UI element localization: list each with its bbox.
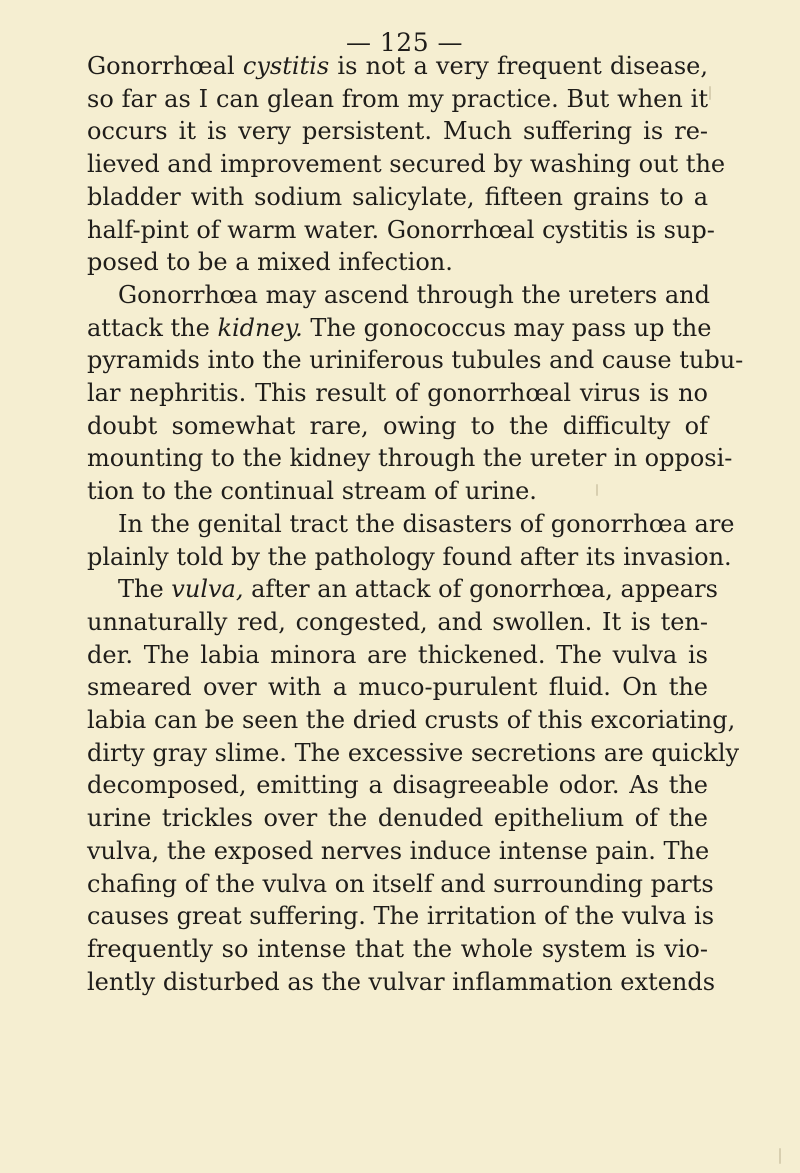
text-line bbox=[87, 246, 708, 279]
text-line bbox=[87, 181, 708, 214]
text-run: is not a very frequent disease, bbox=[329, 52, 708, 80]
text-line bbox=[87, 606, 708, 639]
text-run: unnaturally red, congested, and swollen. It is ten- bbox=[87, 607, 708, 636]
text-run: causes great suffering. The irritation of the vulva is bbox=[87, 902, 715, 931]
text-line bbox=[87, 344, 744, 377]
text-line bbox=[87, 671, 708, 704]
text-line bbox=[87, 410, 708, 443]
paragraph bbox=[87, 50, 726, 279]
paragraph bbox=[87, 279, 744, 508]
text-line bbox=[87, 868, 714, 901]
text-line bbox=[87, 704, 736, 737]
text-run: occurs it is very persistent. Much suffering is re- bbox=[87, 117, 708, 146]
paragraph bbox=[87, 573, 740, 998]
page-number: — 125 — bbox=[345, 28, 464, 57]
text-run: after an attack of gonorrhœa, appears bbox=[243, 575, 718, 604]
paper-mark bbox=[596, 484, 598, 496]
text-run: posed to be a mixed infection. bbox=[87, 248, 453, 277]
text-line bbox=[87, 279, 708, 312]
text-run: lar nephritis. This result of gonorrhœal virus is no bbox=[87, 379, 708, 408]
text-run: The bbox=[118, 575, 172, 604]
text-run: vulva, the exposed nerves induce intense pain. The bbox=[87, 836, 710, 865]
paragraph bbox=[87, 508, 735, 573]
text-line bbox=[87, 115, 708, 148]
text-run: Gonorrhœa may ascend through the ureters and bbox=[118, 280, 710, 309]
text-line bbox=[87, 148, 726, 181]
text-run: lently disturbed as the vulvar inflammation extends bbox=[87, 967, 716, 996]
text-line bbox=[87, 966, 716, 999]
text-line bbox=[87, 83, 708, 116]
text-run: half-pint of warm water. Gonorrhœal cystitis is sup- bbox=[87, 215, 715, 244]
text-line bbox=[87, 508, 735, 541]
body-text bbox=[87, 50, 744, 998]
text-line bbox=[87, 442, 733, 475]
text-run: urine trickles over the denuded epithelium of the bbox=[87, 804, 708, 833]
text-line bbox=[87, 639, 708, 672]
paper-mark bbox=[779, 1148, 781, 1164]
text-run: tion to the continual stream of urine. bbox=[87, 477, 537, 506]
text-run: Gonorrhœal bbox=[87, 52, 243, 80]
paper-mark bbox=[709, 86, 711, 100]
italic-term: kidney. bbox=[217, 313, 303, 342]
text-run: so far as I can glean from my practice. But when it bbox=[87, 84, 708, 113]
italic-term: cystitis bbox=[242, 52, 330, 80]
text-run: mounting to the kidney through the ureter in opposi- bbox=[87, 444, 733, 473]
text-line bbox=[87, 541, 732, 574]
text-run: plainly told by the pathology found after its invasion. bbox=[87, 542, 732, 571]
text-line bbox=[87, 900, 715, 933]
text-line bbox=[87, 377, 708, 410]
text-line bbox=[87, 475, 708, 508]
text-run: attack the bbox=[87, 313, 218, 342]
text-line bbox=[87, 573, 718, 606]
text-line bbox=[87, 737, 740, 770]
italic-term: vulva, bbox=[171, 575, 244, 604]
text-run: lieved and improvement secured by washing out the bbox=[87, 150, 726, 179]
text-run: frequently so intense that the whole system is vio- bbox=[87, 934, 708, 963]
text-line bbox=[87, 50, 708, 83]
text-run: In the genital tract the disasters of gonorrhœa are bbox=[118, 509, 735, 538]
text-line bbox=[87, 214, 715, 247]
text-run: The gonococcus may pass up the bbox=[302, 313, 712, 342]
text-line bbox=[87, 835, 708, 868]
text-run: der. The labia minora are thickened. The vulva is bbox=[87, 640, 708, 669]
text-run: chafing of the vulva on itself and surrounding parts bbox=[87, 869, 714, 898]
text-run: pyramids into the uriniferous tubules and cause tubu- bbox=[87, 346, 744, 375]
text-run: smeared over with a muco-purulent fluid. On the bbox=[87, 673, 708, 702]
text-run: doubt somewhat rare, owing to the difficulty of bbox=[87, 411, 708, 440]
text-line bbox=[87, 769, 708, 802]
text-run: labia can be seen the dried crusts of this excoriating, bbox=[87, 706, 736, 735]
text-run: dirty gray slime. The excessive secretions are quickly bbox=[87, 738, 740, 767]
text-line bbox=[87, 312, 712, 345]
text-line bbox=[87, 802, 708, 835]
text-run: bladder with sodium salicylate, fifteen grains to a bbox=[87, 182, 708, 211]
text-run: decomposed, emitting a disagreeable odor. As the bbox=[87, 771, 708, 800]
text-line bbox=[87, 933, 708, 966]
